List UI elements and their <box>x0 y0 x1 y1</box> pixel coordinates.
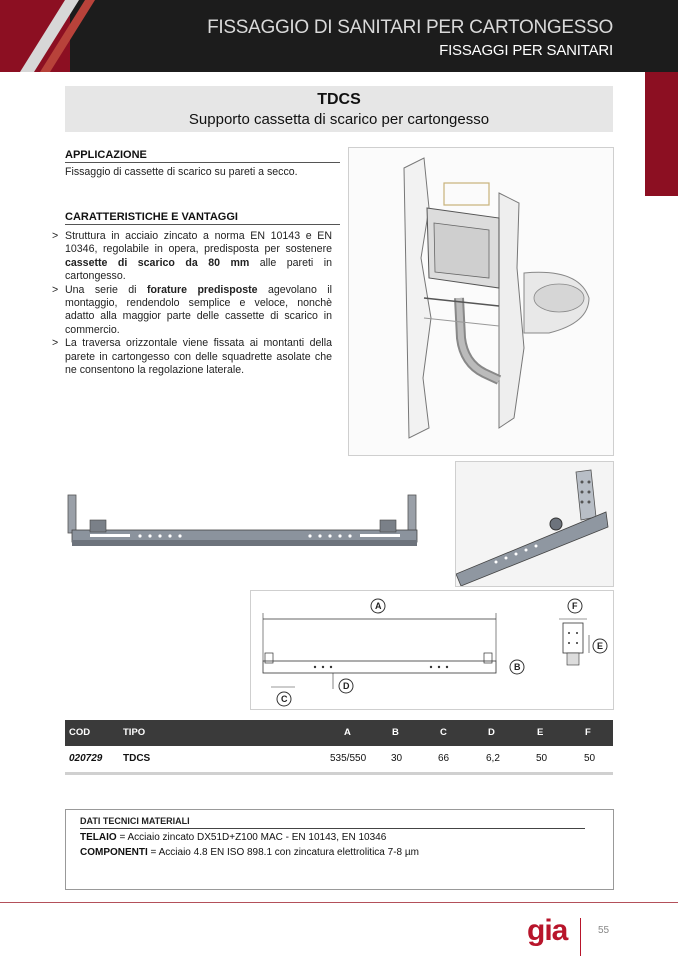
col-header-c: C <box>440 727 447 738</box>
telaio-line <box>80 832 386 843</box>
feature-text: alle pareti in cartongesso. <box>65 256 332 283</box>
feature-text: Una serie di <box>65 283 147 296</box>
cell-a: 535/550 <box>330 753 367 764</box>
technical-data-title: DATI TECNICI MATERIALI <box>80 816 585 829</box>
bullet-marker: > <box>52 283 59 296</box>
caratteristiche-heading: CARATTERISTICHE E VANTAGGI <box>65 211 340 225</box>
telaio-label: TELAIO <box>80 832 117 843</box>
dim-text-c: C <box>281 694 288 704</box>
col-header-b: B <box>392 727 399 738</box>
list-item <box>52 284 332 338</box>
header-title: FISSAGGIO DI SANITARI PER CARTONGESSO <box>207 17 613 38</box>
col-header-f: F <box>585 727 591 738</box>
footer-divider <box>580 918 581 956</box>
col-header-a: A <box>344 727 351 738</box>
componenti-line <box>80 847 419 858</box>
detail-photo <box>455 461 614 587</box>
feature-text: Struttura in acciaio zincato a norma EN 10143 e EN 10346, regolabile in opera, predisposta per sostenere <box>65 230 332 256</box>
footer-line <box>0 902 678 903</box>
col-header-cod: COD <box>69 727 91 738</box>
side-tab <box>645 72 678 196</box>
features-list <box>52 230 332 377</box>
list-item <box>52 230 332 284</box>
bullet-marker: > <box>52 230 59 242</box>
product-name: Supporto cassetta di scarico per cartongesso <box>188 111 490 128</box>
list-item <box>52 337 332 377</box>
table-header <box>65 720 613 746</box>
feature-text: agevolano il montaggio, rendendolo semplice e veloce, nonchè adatto alla maggior parte delle cassette di scarico in commercio. <box>65 283 332 336</box>
cell-e: 50 <box>536 753 548 764</box>
cell-f: 50 <box>584 753 596 764</box>
header-subtitle: FISSAGGI PER SANITARI <box>439 42 613 59</box>
applicazione-text: Fissaggio di cassette di scarico su pareti a secco. <box>65 166 298 178</box>
feature-text: La traversa orizzontale viene fissata ai montanti della parete in cartongesso con delle squadrette asolate che ne consentono la regolazione laterale. <box>65 337 332 377</box>
technical-drawing <box>250 590 614 710</box>
dim-text-d: D <box>343 681 350 691</box>
table-row <box>65 746 613 775</box>
dim-text-a: A <box>375 601 382 611</box>
dim-text-b: B <box>514 662 521 672</box>
dim-text-f: F <box>572 601 578 611</box>
bracket-photo <box>60 490 430 565</box>
componenti-label: COMPONENTI <box>80 847 148 858</box>
page-number: 55 <box>598 925 610 936</box>
gia-logo: gia <box>527 914 568 947</box>
product-title-box <box>65 86 613 132</box>
cell-cod: 020729 <box>69 753 103 764</box>
installation-illustration <box>348 147 614 456</box>
telaio-text: = Acciaio zincato DX51D+Z100 MAC - EN 10143, EN 10346 <box>116 832 387 843</box>
cell-d: 6,2 <box>486 753 500 764</box>
col-header-d: D <box>488 727 495 738</box>
product-code: TDCS <box>317 91 361 108</box>
componenti-text: = Acciaio 4.8 EN ISO 898.1 con zincatura elettrolitica 7-8 µm <box>147 847 419 858</box>
bullet-marker: > <box>52 337 59 350</box>
page-header <box>0 0 678 72</box>
cell-c: 66 <box>438 753 450 764</box>
dim-text-e: E <box>597 641 604 651</box>
technical-data-box <box>65 809 614 890</box>
col-header-e: E <box>537 727 544 738</box>
applicazione-heading: APPLICAZIONE <box>65 149 340 163</box>
feature-bold: forature predisposte <box>146 283 258 296</box>
feature-bold: cassette di scarico da 80 mm <box>65 256 250 269</box>
col-header-tipo: TIPO <box>123 727 146 738</box>
cell-b: 30 <box>391 753 403 764</box>
cell-tipo: TDCS <box>123 753 151 764</box>
